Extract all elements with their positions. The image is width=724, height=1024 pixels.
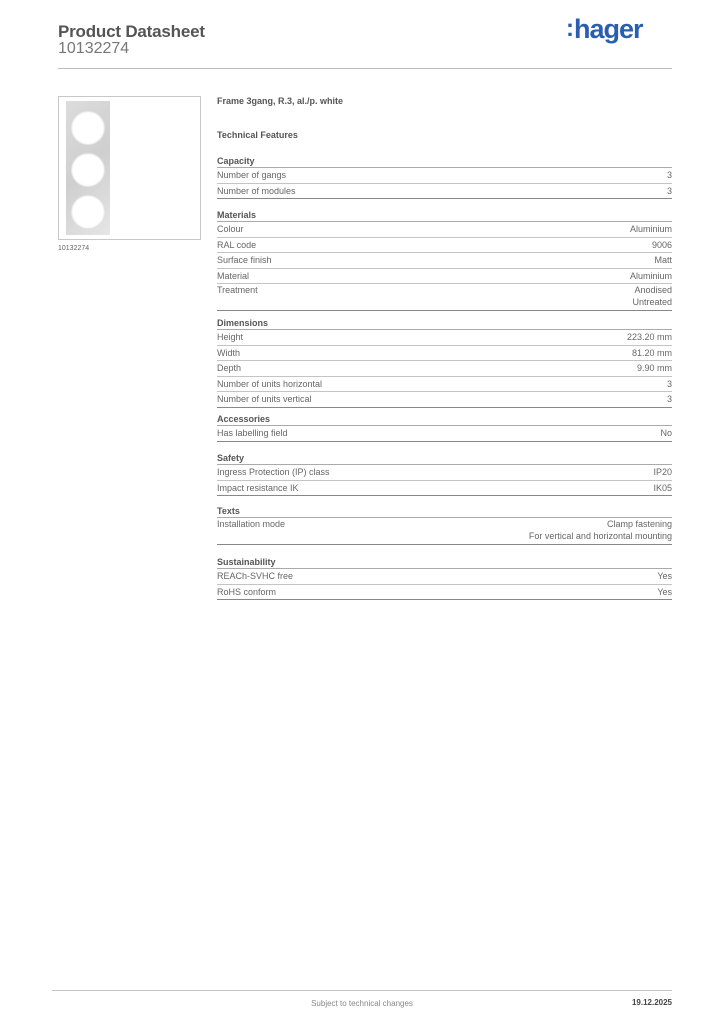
header-divider <box>58 68 672 69</box>
section-accessories <box>217 413 672 442</box>
section-title: Capacity <box>217 155 672 168</box>
spec-row: Material Aluminium <box>217 269 672 285</box>
spec-row: Depth 9.90 mm <box>217 361 672 377</box>
section-title: Dimensions <box>217 317 672 330</box>
section-title: Accessories <box>217 413 672 426</box>
spec-row: Number of gangs 3 <box>217 168 672 184</box>
section-materials <box>217 209 672 311</box>
spec-row: REACh-SVHC free Yes <box>217 569 672 585</box>
section-title: Materials <box>217 209 672 222</box>
spec-row: Treatment Anodised Untreated <box>217 285 672 307</box>
footer-date: 19.12.2025 <box>631 998 672 1007</box>
spec-row: Ingress Protection (IP) class IP20 <box>217 465 672 481</box>
footer-note: Subject to technical changes <box>311 999 413 1008</box>
section-sustainability <box>217 556 672 600</box>
spec-row: Colour Aluminium <box>217 222 672 238</box>
spec-row: RoHS conform Yes <box>217 586 672 597</box>
frame-illustration <box>66 101 110 235</box>
section-title: Safety <box>217 452 672 465</box>
section-title: Sustainability <box>217 556 672 569</box>
footer-divider <box>52 990 672 991</box>
frame-opening-icon <box>71 195 105 229</box>
spec-row: Number of units horizontal 3 <box>217 377 672 393</box>
section-title: Texts <box>217 505 672 518</box>
spec-row: Number of units vertical 3 <box>217 394 672 404</box>
features-heading: Technical Features <box>217 130 298 140</box>
brand-logo-text: hager <box>574 14 643 44</box>
spec-row: Installation mode Clamp fastening For vertical and horizontal mounting <box>217 519 672 541</box>
product-name: Frame 3gang, R.3, al./p. white <box>217 96 344 106</box>
section-safety <box>217 452 672 496</box>
page-title: Product Datasheet <box>58 22 205 41</box>
spec-row: Number of modules 3 <box>217 185 672 196</box>
image-caption: 10132274 <box>58 245 90 252</box>
product-image <box>58 96 201 240</box>
brand-logo: :hager <box>566 14 643 44</box>
spec-row: Width 81.20 mm <box>217 346 672 362</box>
spec-row: Impact resistance IK IK05 <box>217 482 672 493</box>
frame-opening-icon <box>71 111 105 145</box>
section-capacity <box>217 155 672 199</box>
spec-row: Has labelling field No <box>217 428 672 438</box>
product-code: 10132274 <box>58 40 130 57</box>
spec-row: Height 223.20 mm <box>217 330 672 346</box>
section-dimensions <box>217 317 672 408</box>
section-texts <box>217 505 672 545</box>
spec-row: Surface finish Matt <box>217 253 672 269</box>
spec-row: RAL code 9006 <box>217 238 672 254</box>
frame-opening-icon <box>71 153 105 187</box>
spec-content <box>217 96 672 597</box>
